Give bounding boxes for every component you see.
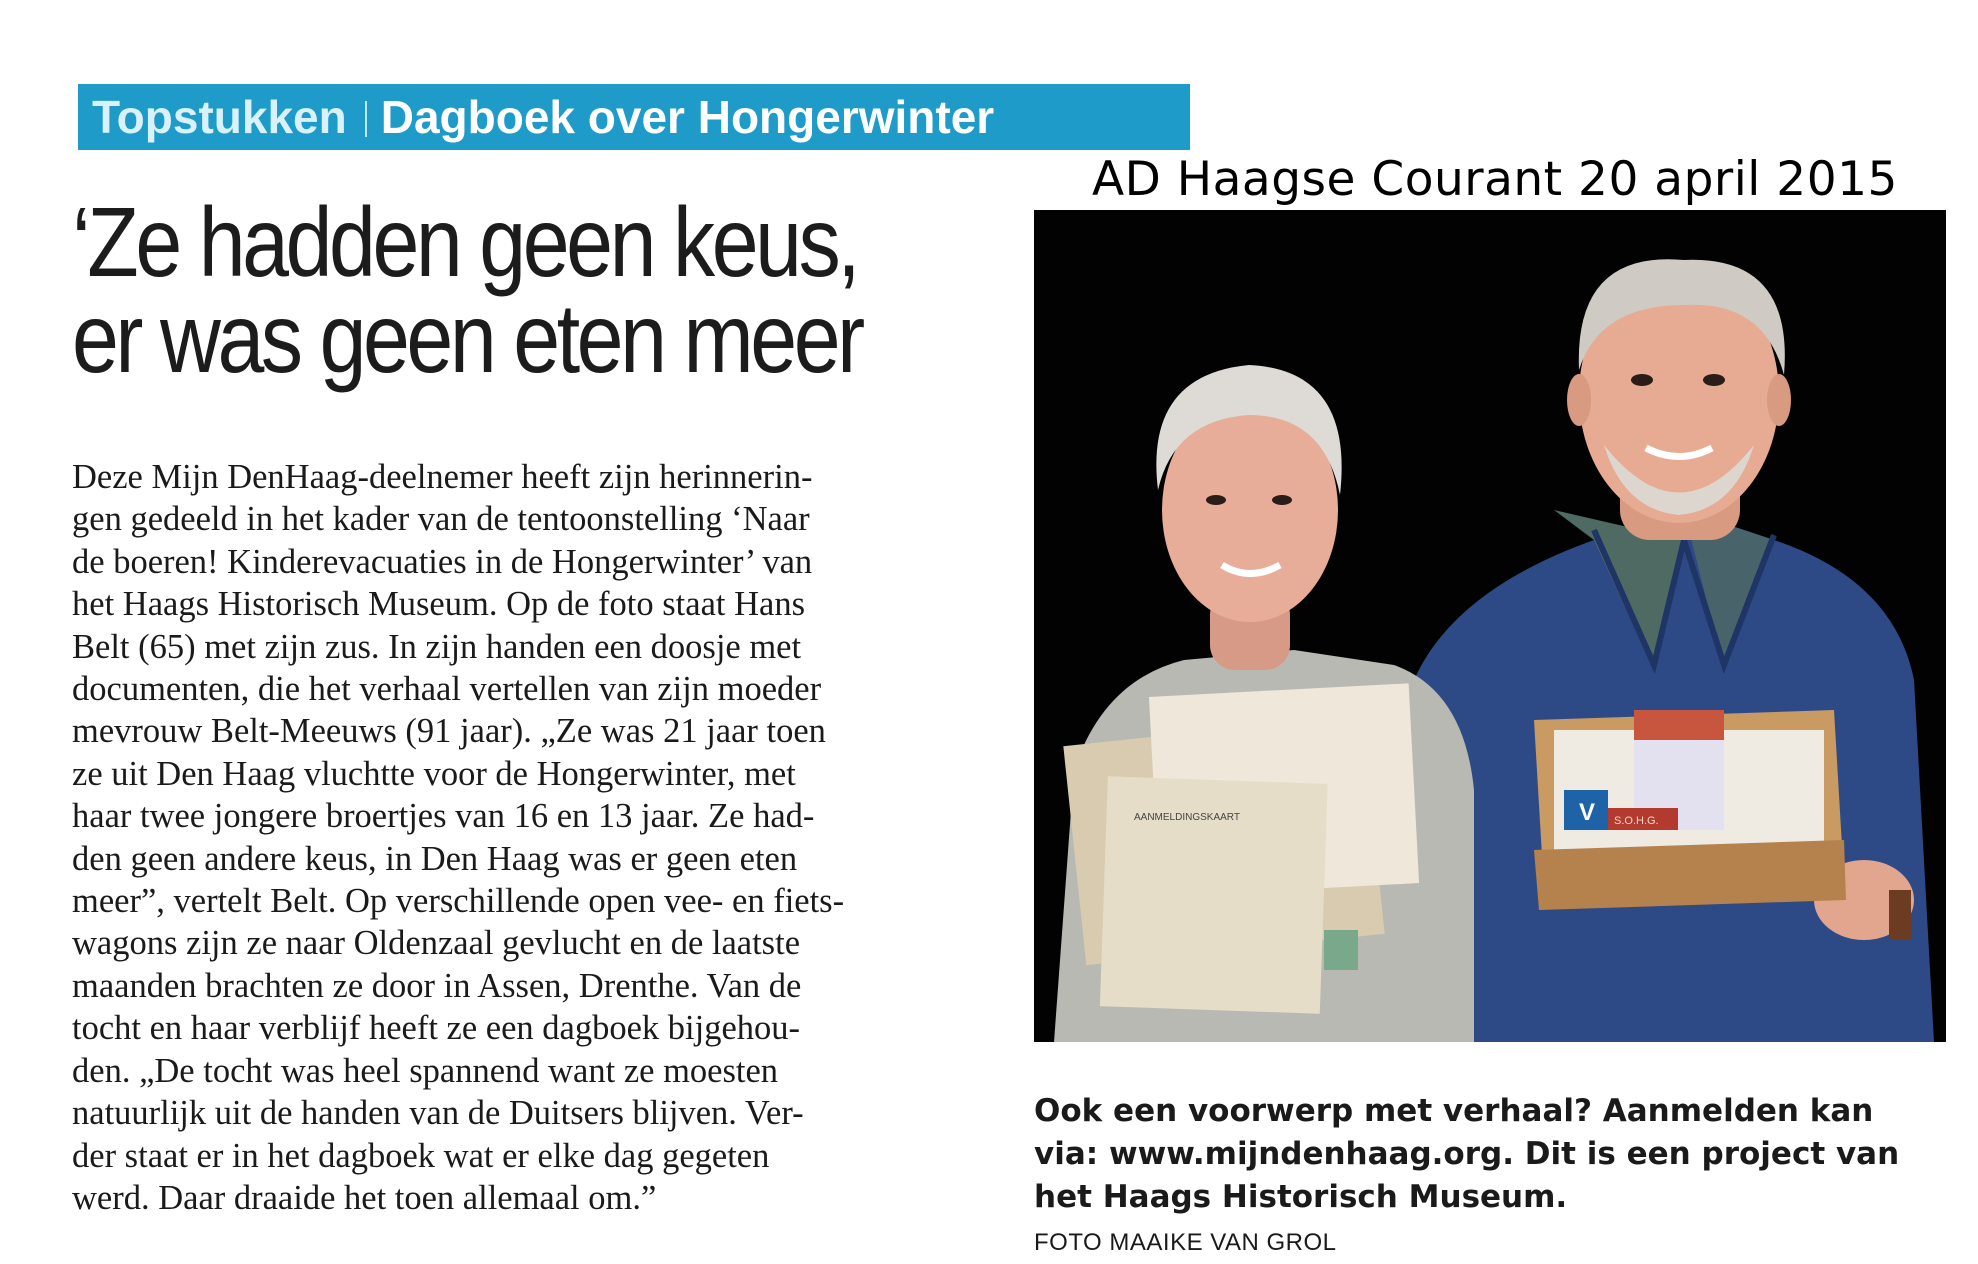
body-line: de boeren! Kinderevacuaties in de Hongerwinter’ van [72, 542, 813, 581]
caption-line-3 [1034, 1176, 1946, 1264]
section-header-bar [78, 84, 1190, 150]
section-label: Topstukken [92, 91, 347, 143]
header-divider [365, 101, 367, 137]
body-line: ze uit Den Haag vluchtte voor de Hongerwinter, met [72, 754, 796, 793]
body-line: der staat er in het dagboek wat er elke dag gegeten [72, 1136, 770, 1175]
body-line: gen gedeeld in het kader van de tentoonstelling ‘Naar [72, 500, 810, 539]
body-line: mevrouw Belt-Meeuws (91 jaar). „Ze was 21 jaar toen [72, 712, 826, 751]
article-photo [1034, 210, 1946, 1042]
article-headline [72, 187, 898, 393]
headline-line-1: ‘Ze hadden geen keus, [72, 187, 858, 297]
body-line: werd. Daar draaide het toen allemaal om.” [72, 1178, 657, 1217]
headline-line-2: er was geen eten meer [72, 283, 862, 393]
body-line: meer”, vertelt Belt. Op verschillende open vee- en fiets- [72, 882, 845, 921]
body-line: Deze Mijn DenHaag-deelnemer heeft zijn herinnerin- [72, 458, 813, 496]
publication-source: AD Haagse Courant 20 april 2015 [1092, 152, 1898, 207]
memorabilia-box [1534, 710, 1846, 910]
body-line: den geen andere keus, in Den Haag was er geen eten [72, 839, 798, 878]
caption-line-3-text: het Haags Historisch Museum. [1034, 1179, 1568, 1215]
body-line: haar twee jongere broertjes van 16 en 13 jaar. Ze had- [72, 797, 815, 836]
caption-line-1: Ook een voorwerp met verhaal? Aanmelden kan [1034, 1093, 1874, 1129]
box-v-label: V [1579, 799, 1596, 826]
body-line: tocht en haar verblijf heeft ze een dagboek bijgehou- [72, 1009, 801, 1048]
document-label: AANMELDINGSKAART [1134, 812, 1240, 823]
photo-credit: FOTO MAAIKE VAN GROL [1034, 1229, 1337, 1256]
body-line: den. „De tocht was heel spannend want ze moesten [72, 1051, 779, 1090]
body-line: documenten, die het verhaal vertellen van zijn moeder [72, 670, 822, 709]
photo-caption [1034, 1090, 1946, 1264]
body-line: Belt (65) met zijn zus. In zijn handen een doosje met [72, 627, 802, 666]
body-line: maanden brachten ze door in Assen, Drenthe. Van de [72, 966, 802, 1005]
box-badge: S.O.H.G. [1614, 815, 1659, 827]
caption-line-2: via: www.mijndenhaag.org. Dit is een project van [1034, 1136, 1900, 1172]
photo-illustration [1034, 210, 1946, 1042]
body-line: het Haags Historisch Museum. Op de foto staat Hans [72, 585, 805, 624]
body-line: wagons zijn ze naar Oldenzaal gevlucht en de laatste [72, 924, 801, 963]
article-body [72, 456, 1012, 1219]
section-title: Dagboek over Hongerwinter [380, 91, 995, 143]
body-line: natuurlijk uit de handen van de Duitsers blijven. Ver- [72, 1094, 804, 1133]
